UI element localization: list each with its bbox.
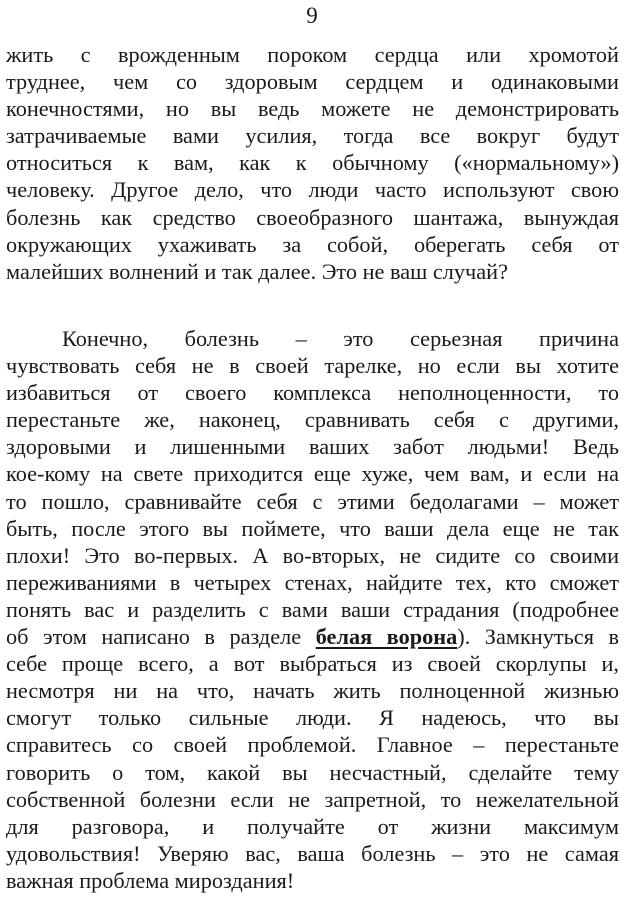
text-line: собственной болезни если не запретной, то нежелательной (6, 786, 619, 812)
paragraph-2 (6, 325, 619, 894)
text-line: понять вас и разделить с вами ваши страдания (подробнее (6, 596, 619, 622)
text-line: Конечно, болезнь – это серьезная причина (62, 326, 619, 351)
text-line: болезнь как средство своеобразного шантажа, вынуждая (6, 204, 619, 230)
text-line: справитесь со своей проблемой. Главное – перестаньте (6, 732, 619, 758)
text-line: затрачиваемые вами усилия, тогда все вокруг будут (6, 123, 619, 149)
text-line: кое-кому на свете приходится еще хуже, чем вам, и если на (6, 461, 619, 487)
text-line: конечностями, но вы ведь можете не демонстрировать (6, 96, 619, 122)
text-line: переживаниями в четырех стенах, найдите тех, кто сможет (6, 569, 619, 595)
text-line: себе проще всего, а вот выбраться из своей скорлупы и, (6, 651, 619, 677)
text-line: труднее, чем со здоровым сердцем и одинаковыми (6, 69, 619, 95)
text-line: человеку. Другое дело, что люди часто используют свою (6, 177, 619, 203)
text-line: то пошло, сравнивайте себя с этими бедолагами – может (6, 488, 619, 514)
text-line: говорить о том, какой вы несчастный, сделайте тему (6, 759, 619, 785)
text-line: окружающих ухаживать за собой, оберегать себя от (6, 231, 619, 257)
text-line: быть, после этого вы поймете, что ваши дела еще не так (6, 515, 619, 541)
text-line: смогут только сильные люди. Я надеюсь, что вы (6, 705, 619, 731)
text-line-with-link (6, 623, 619, 650)
text-line: малейших волнений и так далее. Это не ваш случай? (6, 258, 508, 284)
text-line: для разговора, и получайте от жизни максимум (6, 813, 619, 839)
text-line: плохи! Это во-первых. А во-вторых, не сидите со своими (6, 542, 619, 568)
text-line: перестаньте же, наконец, сравнивать себя с другими, (6, 407, 619, 433)
paragraph-1 (6, 41, 619, 285)
text-line: относиться к вам, как к обычному («нормальному») (6, 150, 619, 176)
white-crow-section-link[interactable]: белая ворона (315, 624, 458, 650)
text-line: избавиться от своего комплекса неполноценности, то (6, 380, 619, 406)
text-line: чувствовать себя не в своей тарелке, но если вы хотите (6, 353, 619, 379)
link-line-after: ). Замкнуться в (457, 624, 619, 650)
page-number: 9 (306, 3, 318, 28)
text-line: жить с врожденным пороком сердца или хромотой (6, 42, 619, 67)
text-line: несмотря ни на что, начать жить полноценной жизнью (6, 678, 619, 704)
text-line: здоровыми и лишенными ваших забот людьми! Ведь (6, 434, 619, 460)
link-line-before: об этом написано в разделе (6, 624, 316, 650)
text-line: важная проблема мироздания! (6, 867, 295, 893)
text-line: удовольствия! Уверяю вас, ваша болезнь – это не самая (6, 840, 619, 866)
